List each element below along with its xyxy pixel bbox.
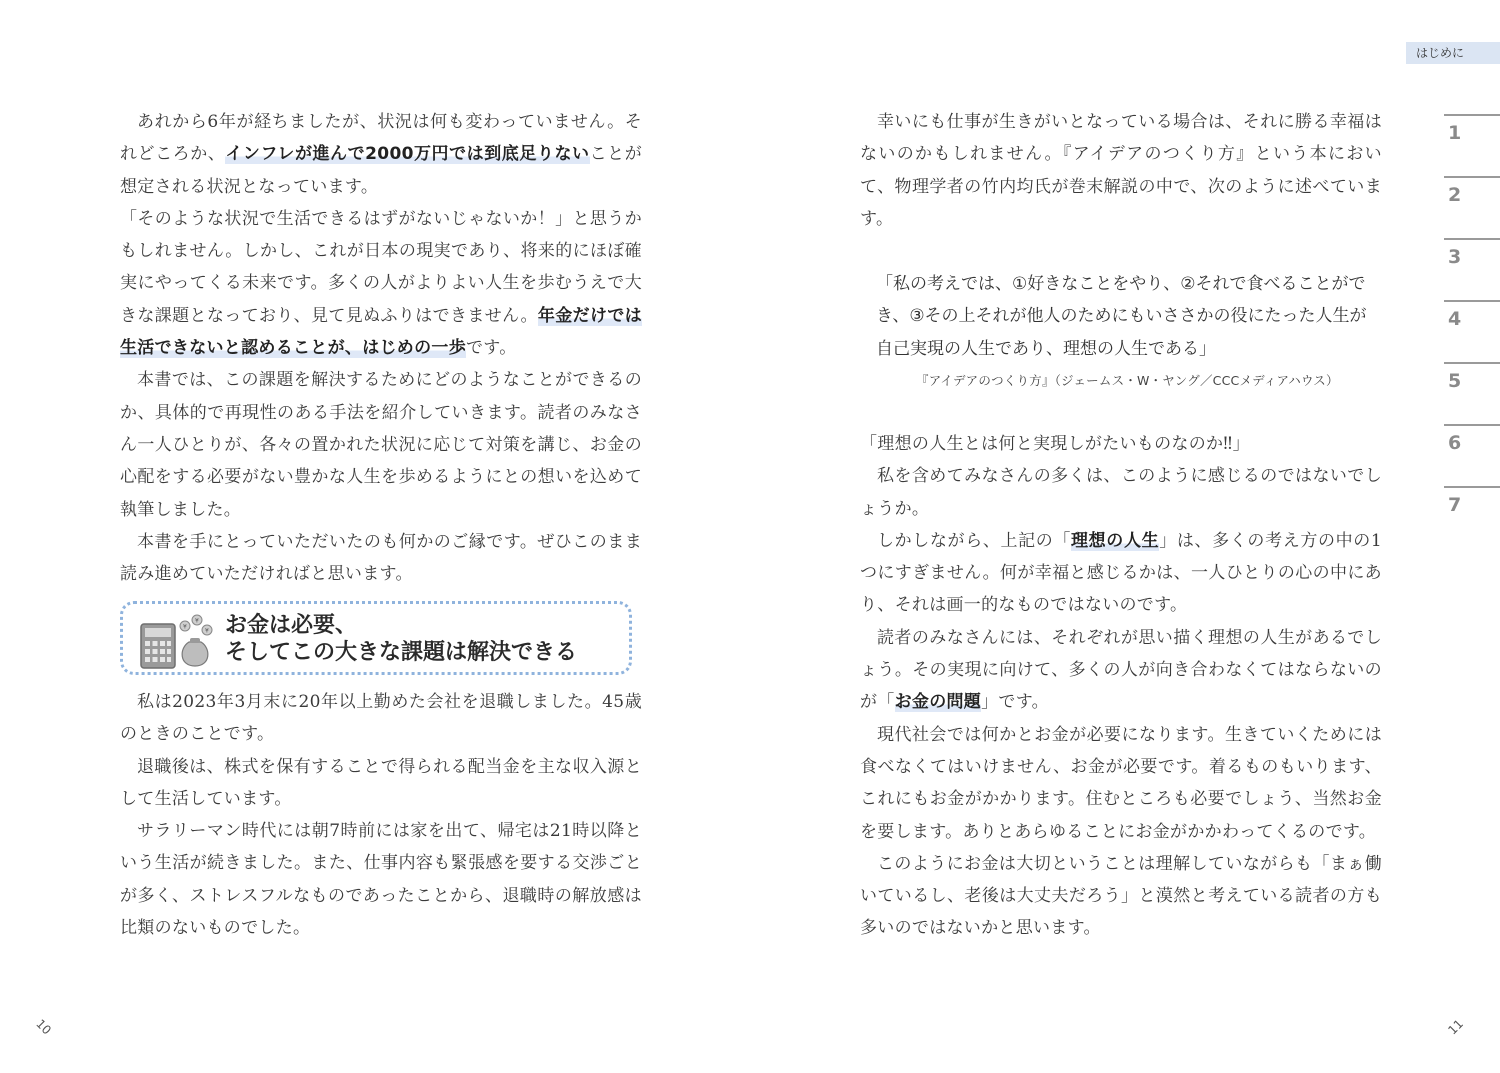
paragraph <box>120 751 642 816</box>
paragraph <box>860 622 1382 719</box>
chapter-index-3: 3 <box>1444 238 1500 300</box>
text-run: 「そのような状況で生活できるはずがないじゃないか！」と思うかもしれません。しかし、これが日本の現実であり、将来的にほぼ確実にやってくる未来です。多くの人がよりよい人生を歩むうえで大きな課題となっており、見て見ぬふりはできません。 <box>120 208 642 326</box>
paragraph <box>860 460 1382 525</box>
paragraph <box>120 815 642 944</box>
chapter-index-7: 7 <box>1444 486 1500 548</box>
text-run: 」は、多くの考え方の中の1つにすぎません。何が幸福と感じるかは、一人ひとりの心の中にあり、それは画一的なものではないのです。 <box>860 530 1383 616</box>
paragraph <box>120 526 642 591</box>
text-run: 読者のみなさんには、それぞれが思い描く理想の人生があるでしょう。その実現に向けて、多くの人が向き合わなくてはならないのが「 <box>860 627 1382 713</box>
paragraph <box>860 848 1382 945</box>
text-run: 私を含めてみなさんの多くは、このように感じるのではないでしょうか。 <box>860 466 1382 519</box>
page-number-left: 10 <box>33 1016 54 1038</box>
chapter-index <box>1444 114 1500 548</box>
paragraph <box>120 686 642 751</box>
svg-text:¥: ¥ <box>183 623 187 631</box>
highlighted-phrase: 年金だけでは生活できないと認めることが、はじめの一歩 <box>120 305 642 359</box>
text-run: 本書では、この課題を解決するためにどのようなことができるのか、具体的で再現性のある手法を紹介していきます。読者のみなさん一人ひとりが、各々の置かれた状況に応じて対策を講じ、お金の心配をする必要がない豊かな人生を歩めるようにとの想いを込めて執筆しました。 <box>120 370 642 520</box>
paragraph <box>120 203 642 364</box>
text-run: ことが想定される状況となっています。 <box>120 144 643 197</box>
text-run: サラリーマン時代には朝7時前には家を出て、帰宅は21時以降という生活が続きました。また、仕事内容も緊張感を要する交渉ごとが多く、ストレスフルなものであったことから、退職時の解放感は比類のないものでした。 <box>120 821 642 939</box>
text-run: 私は2023年3月末に20年以上勤めた会社を退職しました。45歳のときのことです。 <box>120 692 642 745</box>
paragraph <box>860 525 1382 622</box>
paragraph <box>860 719 1382 848</box>
chapter-tab: はじめに <box>1406 42 1500 64</box>
left-body-block-2 <box>120 686 642 944</box>
text-run: です。 <box>466 338 517 359</box>
chapter-index-2: 2 <box>1444 176 1500 238</box>
chapter-index-1: 1 <box>1444 114 1500 176</box>
calculator-icon <box>141 624 175 668</box>
text-run: しかしながら、上記の「 <box>877 530 1072 551</box>
chapter-index-5: 5 <box>1444 362 1500 424</box>
right-body-block-2 <box>860 428 1382 945</box>
page-number-right: 11 <box>1445 1016 1466 1038</box>
text-run: 本書を手にとっていただいたのも何かのご縁です。ぜひこのまま読み進めていただければと思います。 <box>120 531 642 585</box>
text-run: 「理想の人生とは何と実現しがたいものなのか‼」 <box>860 434 1250 454</box>
highlighted-phrase: お金の問題 <box>894 692 982 713</box>
paragraph <box>120 106 642 203</box>
section-heading-box <box>120 601 632 675</box>
left-body-block-1 <box>120 106 642 590</box>
calculator-coins-icon <box>139 614 215 670</box>
text-run: 」です。 <box>981 692 1049 713</box>
paragraph <box>860 106 1382 235</box>
right-body-block-1 <box>860 106 1382 235</box>
paragraph <box>120 364 642 525</box>
text-run: あれから6年が経ちましたが、状況は何も変わっていません。それどころか、 <box>120 112 642 165</box>
text-run: 現代社会では何かとお金が必要になります。生きていくためには食べなくてはいけません、お金が必要です。着るものもいります、これにもお金がかかります。住むところも必要でしょう、当然お金を要します。ありとあらゆることにお金がかかわってくるのです。 <box>860 724 1382 842</box>
text-run: 幸いにも仕事が生きがいとなっている場合は、それに勝る幸福はないのかもしれません。『アイデアのつくり方』という本において、物理学者の竹内均氏が巻末解説の中で、次のように述べています。 <box>860 112 1382 229</box>
chapter-index-4: 4 <box>1444 300 1500 362</box>
chapter-index-6: 6 <box>1444 424 1500 486</box>
quotation-source: 『アイデアのつくり方』（ジェームス・W・ヤング／CCCメディアハウス） <box>916 373 1339 388</box>
paragraph <box>860 428 1382 460</box>
section-heading-title: お金は必要、 そしてこの大きな課題は解決できる <box>225 613 578 665</box>
text-run: このようにお金は大切ということは理解していながらも「まぁ働いているし、老後は大丈夫だろう」と漠然と考えている読者の方も多いのではないかと思います。 <box>860 853 1382 939</box>
quotation: 「私の考えでは、①好きなことをやり、②それで食べることができ、③その上それが他人のためにもいささかの役にたった人生が自己実現の人生であり、理想の人生である」 <box>876 274 1367 359</box>
text-run: 退職後は、株式を保有することで得られる配当金を主な収入源として生活しています。 <box>120 756 642 809</box>
svg-text:¥: ¥ <box>205 627 209 635</box>
svg-text:¥: ¥ <box>195 617 199 625</box>
highlighted-phrase: インフレが進んで2000万円では到底足りない <box>225 144 590 165</box>
highlighted-phrase: 理想の人生 <box>1071 530 1160 551</box>
coin-bag-icon <box>180 615 212 666</box>
